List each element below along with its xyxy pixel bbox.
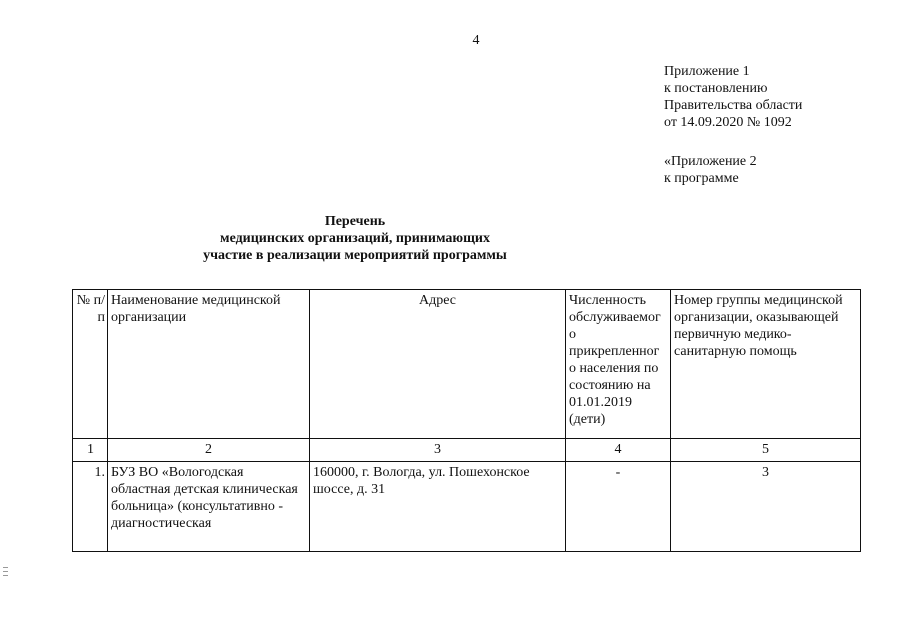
header-population: Численность обслуживаемог о прикрепленног о населения по состоянию на 01.01.2019 (дети) <box>566 290 671 439</box>
row-name: БУЗ ВО «Вологодская областная детская клиническая больница» (консультативно - диагностическая <box>108 462 310 552</box>
column-number: 3 <box>310 439 566 462</box>
row-group: 3 <box>671 462 861 552</box>
spacer <box>664 131 884 153</box>
header-num: № п/п <box>73 290 108 439</box>
scan-artifact <box>3 571 8 572</box>
appendix-line: Правительства области <box>664 98 803 113</box>
appendix-line: Приложение 1 <box>664 64 750 79</box>
appendix-block <box>664 63 884 187</box>
appendix-line: «Приложение 2 <box>664 154 757 169</box>
header-address: Адрес <box>310 290 566 439</box>
appendix-line: к программе <box>664 171 739 186</box>
header-group: Номер группы медицинской организации, оказывающей первичную медико-санитарную помощь <box>671 290 861 439</box>
header-name: Наименование медицинской организации <box>108 290 310 439</box>
column-number: 2 <box>108 439 310 462</box>
scan-artifact <box>3 567 8 568</box>
appendix-line: от 14.09.2020 № 1092 <box>664 115 792 130</box>
column-number-row <box>73 439 861 462</box>
document-title <box>130 213 580 264</box>
page-number: 4 <box>472 33 480 48</box>
column-number: 5 <box>671 439 861 462</box>
table-row <box>73 462 861 552</box>
column-number: 1 <box>73 439 108 462</box>
row-num: 1. <box>73 462 108 552</box>
title-line: медицинских организаций, принимающих <box>220 231 490 246</box>
appendix-line: к постановлению <box>664 81 768 96</box>
scan-artifact <box>3 575 8 576</box>
organizations-table <box>72 289 861 552</box>
table-header-row <box>73 290 861 439</box>
title-line: участие в реализации мероприятий программы <box>203 248 507 263</box>
row-address: 160000, г. Вологда, ул. Пошехонское шоссе, д. 31 <box>310 462 566 552</box>
column-number: 4 <box>566 439 671 462</box>
row-population: - <box>566 462 671 552</box>
title-line: Перечень <box>324 214 386 229</box>
